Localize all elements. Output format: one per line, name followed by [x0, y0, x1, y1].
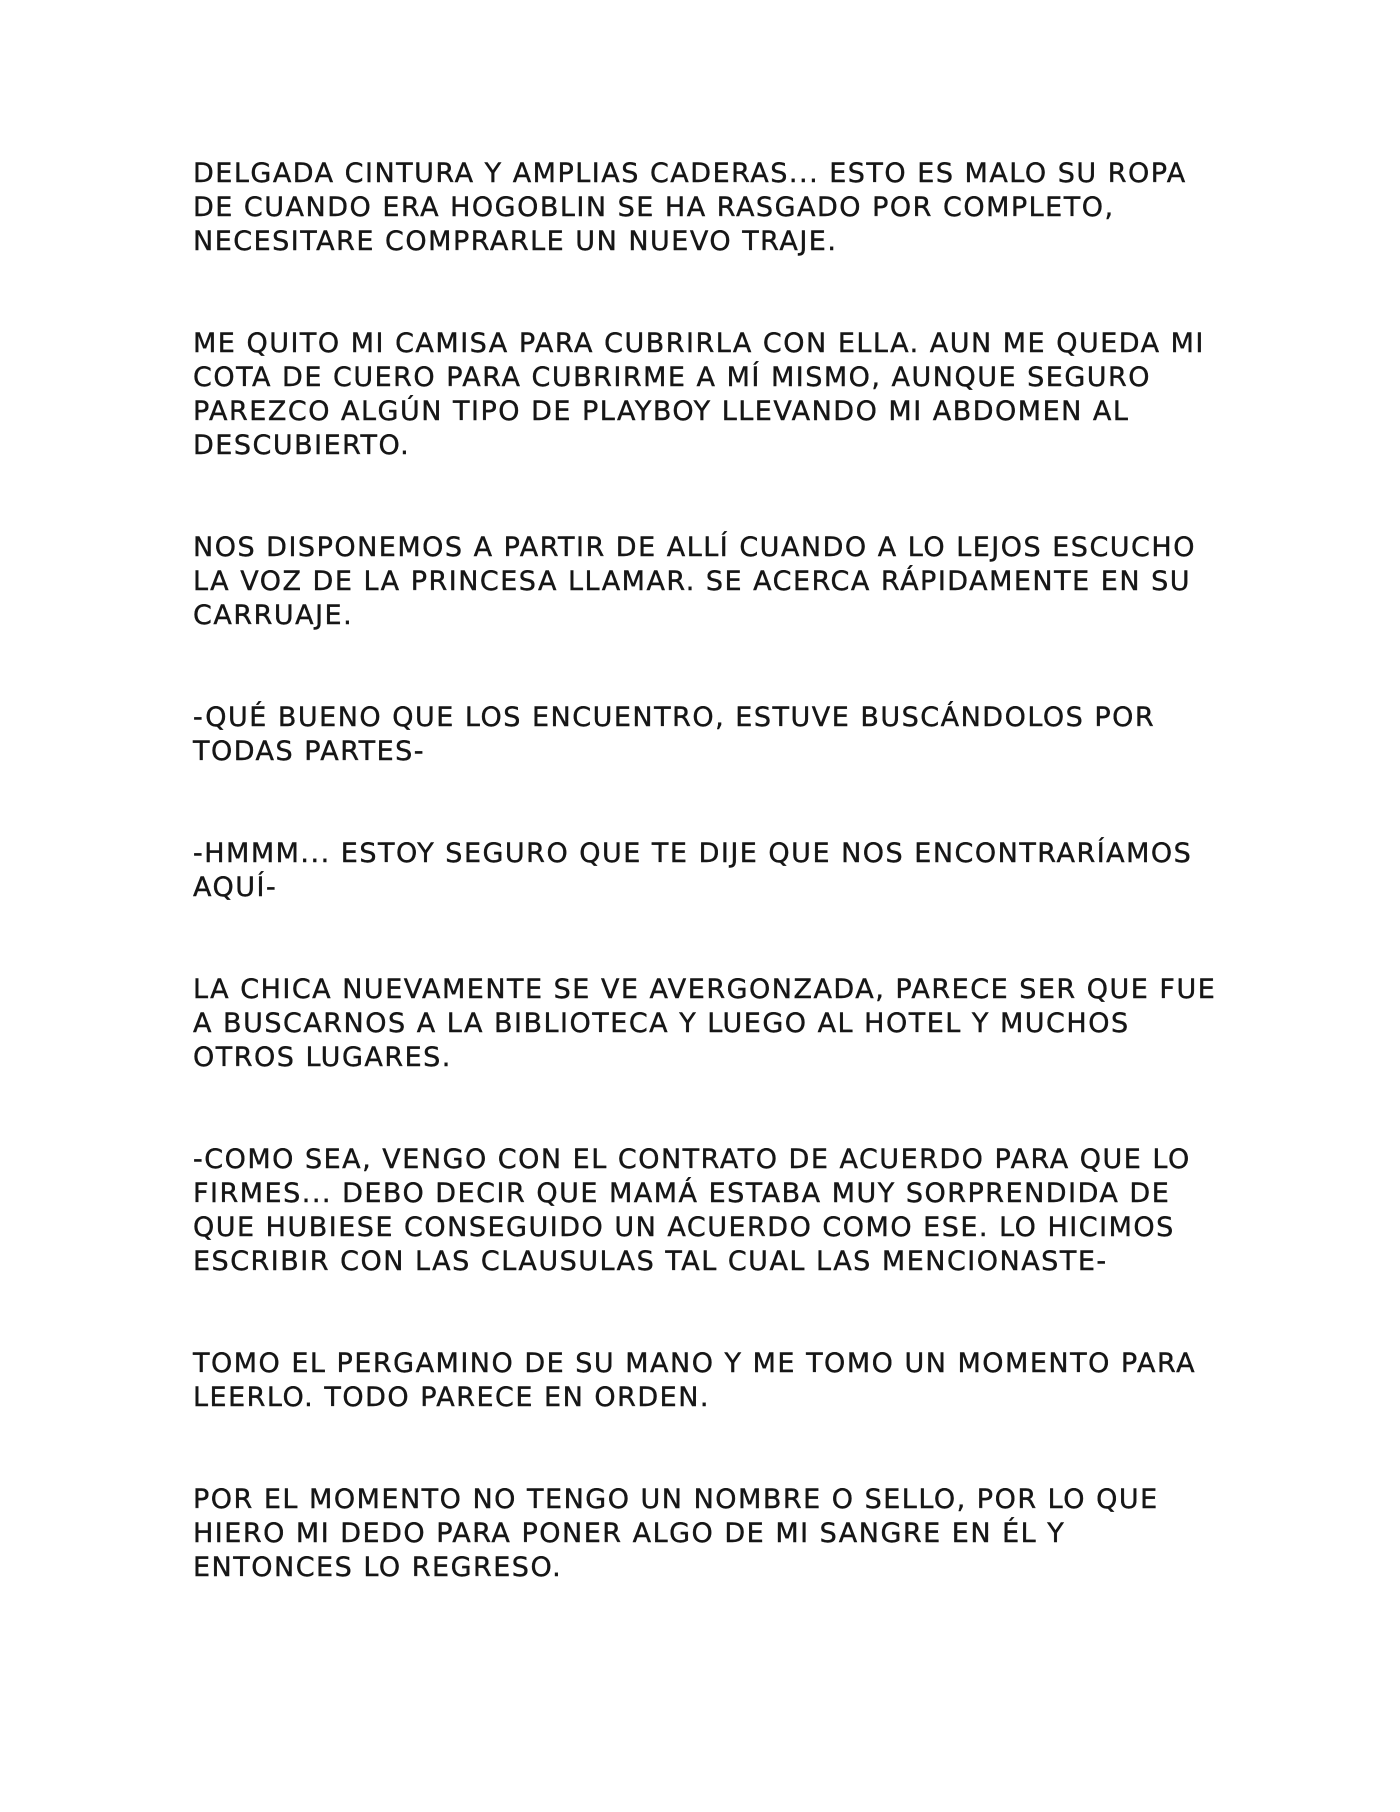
- paragraph-4: -QUÉ BUENO QUE LOS ENCUENTRO, ESTUVE BUSCÁNDOLOS POR TODAS PARTES-: [193, 702, 1156, 767]
- paragraph-6: LA CHICA NUEVAMENTE SE VE AVERGONZADA, PARECE SER QUE FUE A BUSCARNOS A LA BIBLIOTECA Y LUEGO AL HOTEL Y MUCHOS OTROS LUGARES.: [193, 974, 1217, 1073]
- paragraph-8: TOMO EL PERGAMINO DE SU MANO Y ME TOMO UN MOMENTO PARA LEERLO. TODO PARECE EN ORDEN.: [193, 1348, 1197, 1413]
- paragraph-3: NOS DISPONEMOS A PARTIR DE ALLÍ CUANDO A LO LEJOS ESCUCHO LA VOZ DE LA PRINCESA LLAMAR. SE ACERCA RÁPIDAMENTE EN SU CARRUAJE.: [193, 532, 1196, 631]
- paragraph-5: -HMMM... ESTOY SEGURO QUE TE DIJE QUE NOS ENCONTRARÍAMOS AQUÍ-: [193, 838, 1193, 903]
- text-column: [193, 157, 1223, 1653]
- paragraph-2: ME QUITO MI CAMISA PARA CUBRIRLA CON ELLA. AUN ME QUEDA MI COTA DE CUERO PARA CUBRIRME A MÍ MISMO, AUNQUE SEGURO PAREZCO ALGÚN TIPO DE PLAYBOY LLEVANDO MI ABDOMEN AL DESCUBIERTO.: [193, 328, 1205, 461]
- paragraph-9: POR EL MOMENTO NO TENGO UN NOMBRE O SELLO, POR LO QUE HIERO MI DEDO PARA PONER ALGO DE MI SANGRE EN ÉL Y ENTONCES LO REGRESO.: [193, 1484, 1159, 1583]
- paragraph-1: DELGADA CINTURA Y AMPLIAS CADERAS... ESTO ES MALO SU ROPA DE CUANDO ERA HOGOBLIN SE HA RASGADO POR COMPLETO, NECESITARE COMPRARLE UN NUEVO TRAJE.: [193, 158, 1187, 257]
- paragraph-7: -COMO SEA, VENGO CON EL CONTRATO DE ACUERDO PARA QUE LO FIRMES... DEBO DECIR QUE MAMÁ ESTABA MUY SORPRENDIDA DE QUE HUBIESE CONSEGUIDO UN ACUERDO COMO ESE. LO HICIMOS ESCRIBIR CON LAS CLAUSULAS TAL CUAL LAS MENCIONASTE-: [193, 1144, 1191, 1277]
